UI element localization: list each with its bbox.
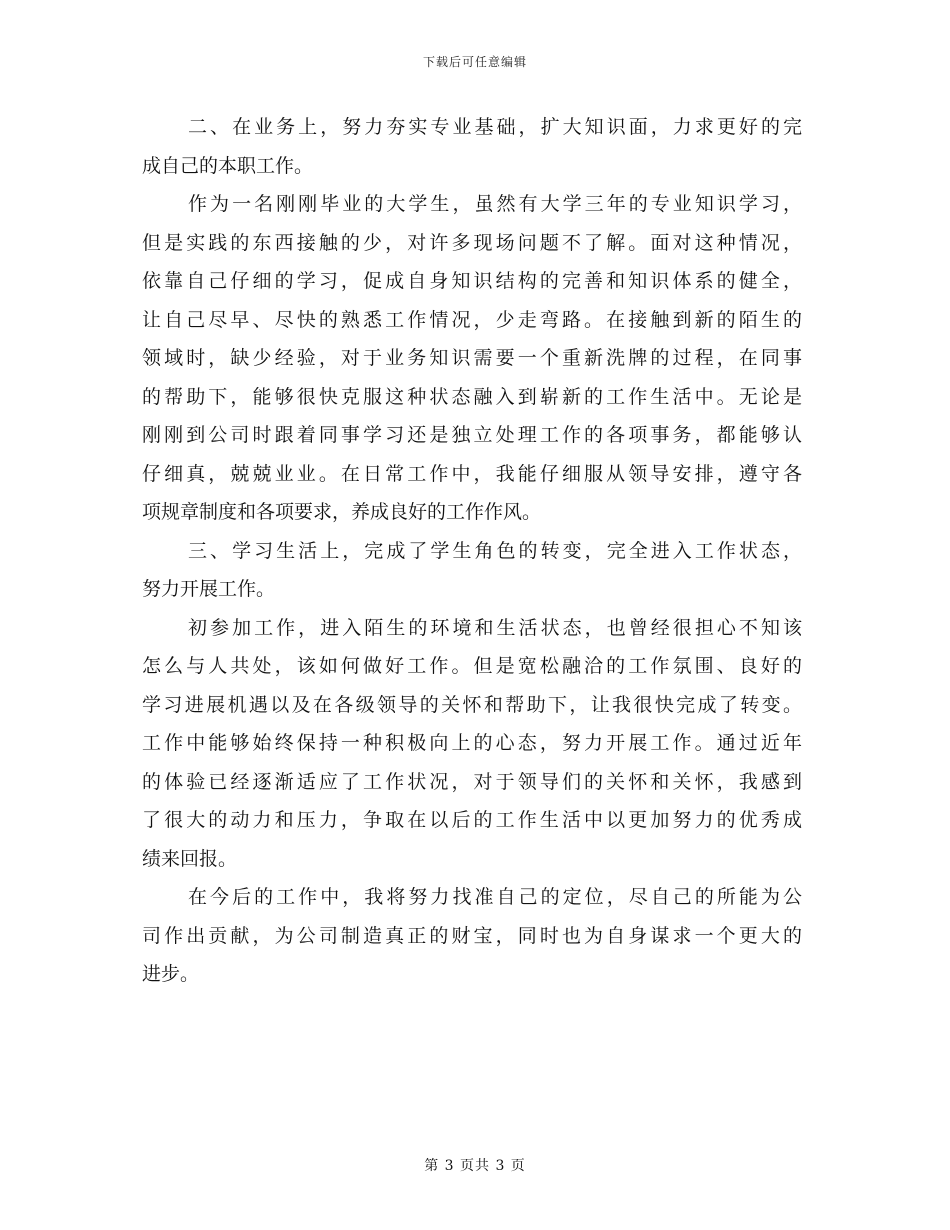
paragraph-line: 努力开展工作。 bbox=[142, 578, 276, 600]
page-header: 下载后可任意编辑 bbox=[422, 55, 527, 69]
page-footer: 第 3 页共 3 页 bbox=[424, 1158, 526, 1174]
paragraph-line: 作为一名刚刚毕业的大学生，虽然有大学三年的专业知识学习， bbox=[188, 193, 802, 215]
paragraph-line: 怎么与人共处，该如何做好工作。但是宽松融洽的工作氛围、良好的 bbox=[142, 655, 802, 677]
document-body bbox=[142, 108, 802, 994]
paragraph-line: 让自己尽早、尽快的熟悉工作情况，少走弯路。在接触到新的陌生的 bbox=[142, 308, 802, 331]
paragraph-line: 了很大的动力和压力，争取在以后的工作生活中以更加努力的优秀成 bbox=[142, 809, 802, 831]
paragraph-line: 进步。 bbox=[142, 963, 200, 985]
paragraph-line: 司作出贡献，为公司制造真正的财宝，同时也为自身谋求一个更大的 bbox=[142, 924, 802, 947]
paragraph-line: 成自己的本职工作。 bbox=[142, 154, 314, 177]
paragraph-line: 的帮助下，能够很快克服这种状态融入到崭新的工作生活中。无论是 bbox=[142, 385, 802, 408]
paragraph-line: 工作中能够始终保持一种积极向上的心态，努力开展工作。通过近年 bbox=[142, 732, 802, 754]
paragraph-line: 三、学习生活上，完成了学生角色的转变，完全进入工作状态， bbox=[188, 539, 802, 562]
paragraph-line: 项规章制度和各项要求，养成良好的工作作风。 bbox=[142, 501, 542, 523]
paragraph-line: 初参加工作，进入陌生的环境和生活状态，也曾经很担心不知该 bbox=[188, 616, 802, 639]
paragraph-line: 刚刚到公司时跟着同事学习还是独立处理工作的各项事务，都能够认 bbox=[142, 424, 802, 446]
paragraph-line: 在今后的工作中，我将努力找准自己的定位，尽自己的所能为公 bbox=[188, 886, 802, 908]
paragraph-line: 依靠自己仔细的学习，促成自身知识结构的完善和知识体系的健全， bbox=[142, 270, 802, 292]
paragraph-line: 二、在业务上，努力夯实专业基础，扩大知识面，力求更好的完 bbox=[188, 116, 802, 138]
paragraph-line: 的体验已经逐渐适应了工作状况，对于领导们的关怀和关怀，我感到 bbox=[142, 770, 802, 793]
paragraph-line: 仔细真，兢兢业业。在日常工作中，我能仔细服从领导安排，遵守各 bbox=[142, 462, 802, 485]
paragraph-line: 绩来回报。 bbox=[142, 847, 238, 870]
paragraph-line: 学习进展机遇以及在各级领导的关怀和帮助下，让我很快完成了转变。 bbox=[142, 693, 802, 716]
paragraph-line: 领域时，缺少经验，对于业务知识需要一个重新洗牌的过程，在同事 bbox=[142, 347, 802, 369]
paragraph-line: 但是实践的东西接触的少，对许多现场问题不了解。面对这种情况， bbox=[142, 231, 802, 254]
